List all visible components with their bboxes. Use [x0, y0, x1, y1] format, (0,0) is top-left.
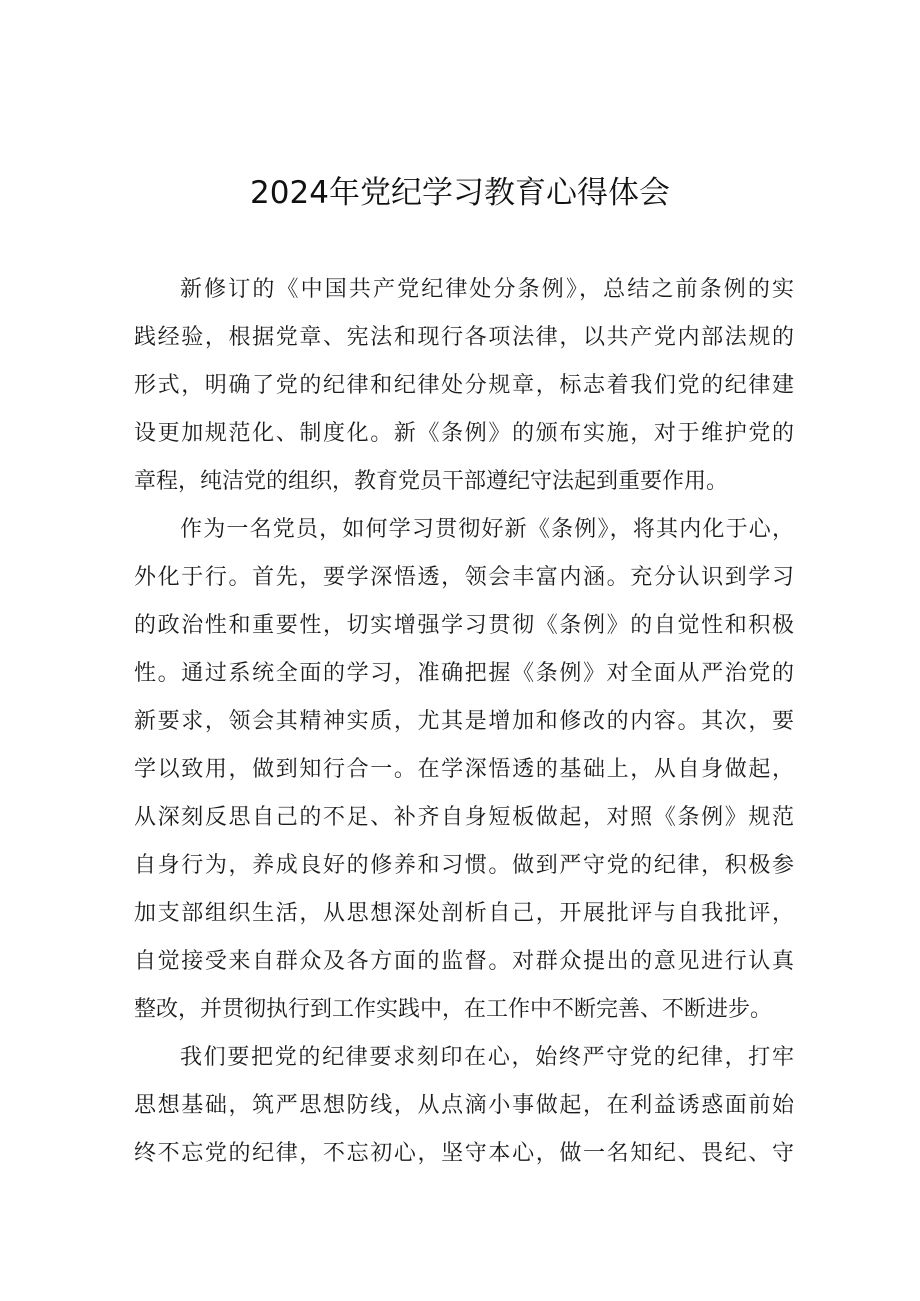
text-line: 践经验，根据党章、宪法和现行各项法律，以共产党内部法规的: [134, 325, 794, 350]
text-line: 性。通过系统全面的学习，准确把握《条例》对全面从严治党的: [134, 661, 794, 686]
text-line: 自觉接受来自群众及各方面的监督。对群众提出的意见进行认真: [134, 949, 794, 974]
text-line: 新要求，领会其精神实质，尤其是增加和修改的内容。其次，要: [134, 709, 794, 734]
paragraph-1: [134, 266, 794, 506]
text-line: 形式，明确了党的纪律和纪律处分规章，标志着我们党的纪律建: [134, 373, 794, 398]
text-line: 学以致用，做到知行合一。在学深悟透的基础上，从自身做起，: [134, 757, 794, 782]
paragraph-3: [134, 1034, 794, 1178]
text-line: 的政治性和重要性，切实增强学习贯彻《条例》的自觉性和积极: [134, 613, 794, 638]
text-line: 自身行为，养成良好的修养和习惯。做到严守党的纪律，积极参: [134, 853, 794, 878]
text-line: 作为一名党员，如何学习贯彻好新《条例》，将其内化于心，: [180, 517, 794, 542]
text-line: 终不忘党的纪律，不忘初心，坚守本心，做一名知纪、畏纪、守: [134, 1141, 794, 1166]
text-line: 新修订的《中国共产党纪律处分条例》，总结之前条例的实: [180, 277, 794, 302]
document-title: 2024年党纪学习教育心得体会: [250, 175, 670, 211]
text-line: 我们要把党的纪律要求刻印在心，始终严守党的纪律，打牢: [180, 1045, 794, 1070]
paragraph-2: [134, 506, 794, 1034]
text-line: 整改，并贯彻执行到工作实践中，在工作中不断完善、不断进步。: [134, 997, 773, 1022]
text-line: 加支部组织生活，从思想深处剖析自己，开展批评与自我批评，: [134, 901, 794, 926]
document-body: [134, 266, 794, 1178]
text-line: 从深刻反思自己的不足、补齐自身短板做起，对照《条例》规范: [134, 805, 794, 830]
text-line: 章程，纯洁党的组织，教育党员干部遵纪守法起到重要作用。: [134, 469, 729, 494]
text-line: 外化于行。首先，要学深悟透，领会丰富内涵。充分认识到学习: [134, 565, 794, 590]
text-line: 思想基础，筑严思想防线，从点滴小事做起，在利益诱惑面前始: [134, 1093, 794, 1118]
text-line: 设更加规范化、制度化。新《条例》的颁布实施，对于维护党的: [134, 421, 794, 446]
